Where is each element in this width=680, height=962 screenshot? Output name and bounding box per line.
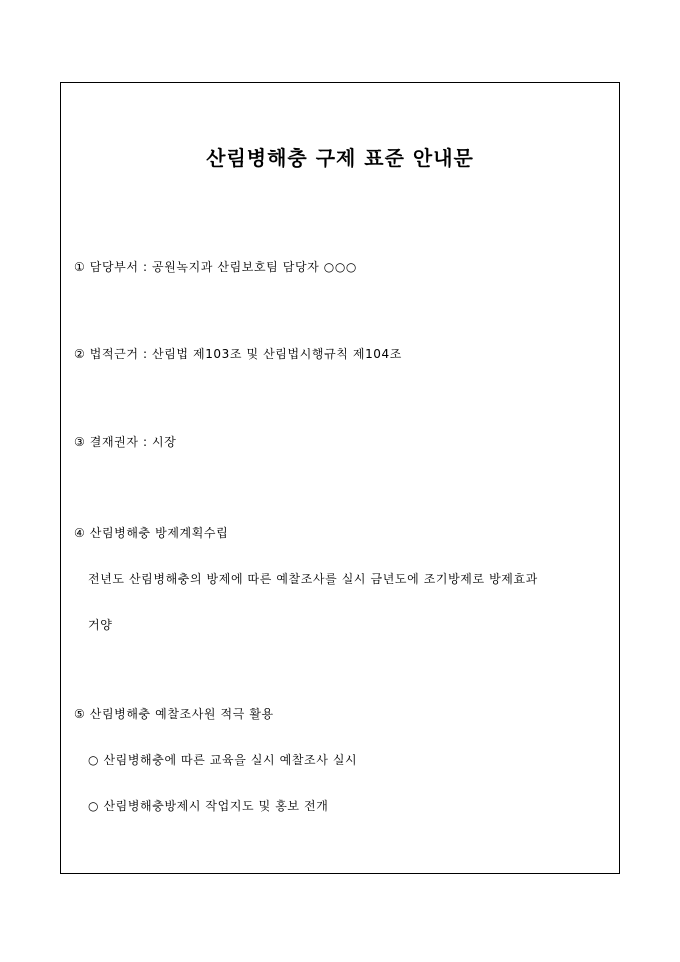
item-surveyor-guidance: ○ 산림병해충방제시 작업지도 및 홍보 전개 [88, 799, 329, 813]
item-department: ① 담당부서 : 공원녹지과 산림보호팀 담당자 ○○○ [74, 260, 357, 274]
item-control-plan-heading: ④ 산림병해충 방제계획수립 [74, 526, 229, 540]
item-surveyor-heading: ⑤ 산림병해충 예찰조사원 적극 활용 [74, 707, 274, 721]
item-control-plan-text-continued: 거양 [88, 618, 113, 632]
item-surveyor-education: ○ 산림병해충에 따른 교육을 실시 예찰조사 실시 [88, 753, 358, 767]
item-approver: ③ 결재권자 : 시장 [74, 435, 177, 449]
item-control-plan-text: 전년도 산림병해충의 방제에 따른 예찰조사를 실시 금년도에 조기방제로 방제효과 [88, 572, 538, 586]
item-legal-basis: ② 법적근거 : 산림법 제103조 및 산림법시행규칙 제104조 [74, 347, 402, 361]
document-title: 산림병해충 구제 표준 안내문 [206, 146, 474, 170]
